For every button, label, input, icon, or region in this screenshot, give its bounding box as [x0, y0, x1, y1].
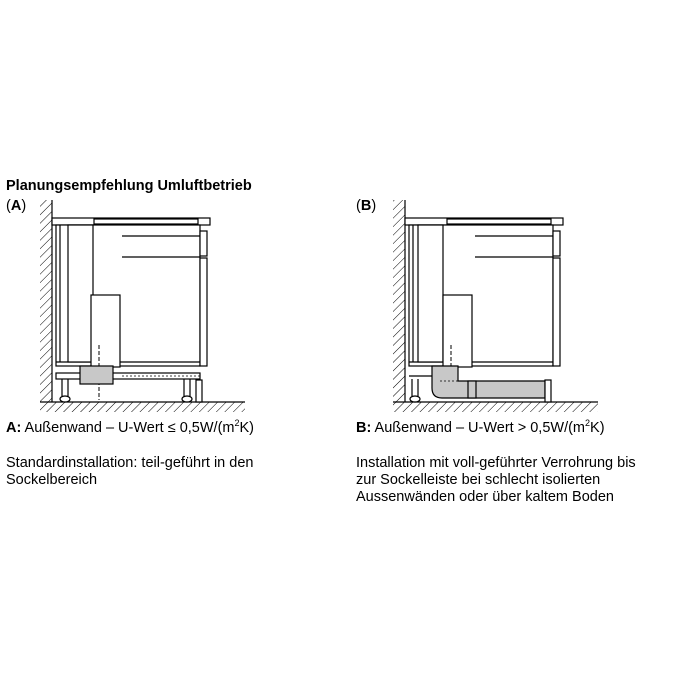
duct-elbow-b — [432, 366, 545, 398]
description-b — [356, 455, 636, 506]
fan-unit-a — [91, 295, 120, 367]
description-a-line: Sockelbereich — [6, 472, 98, 488]
front-upper-a — [200, 231, 207, 256]
panel-b-tag: (B) — [356, 198, 377, 214]
panel-a-tag: (A) — [6, 198, 27, 214]
description-b-line: Installation mit voll-geführter Verrohrung bis — [356, 455, 636, 471]
description-a — [6, 455, 253, 489]
front-lower-b — [553, 258, 560, 366]
description-b-line: Aussenwänden oder über kaltem Boden — [356, 489, 614, 505]
diagram-b — [393, 200, 598, 412]
wall-hatch-b — [393, 200, 405, 402]
rear-duct-a — [68, 225, 93, 362]
front-lower-a — [200, 258, 207, 366]
description-a-line: Standardinstallation: teil-geführt in den — [6, 455, 254, 471]
floor-hatch-a — [40, 402, 245, 412]
rear-duct-b — [418, 225, 443, 362]
hob-b — [447, 219, 551, 224]
fan-unit-b — [443, 295, 472, 367]
plinth-front-b — [545, 380, 551, 402]
caption-a: A: Außenwand – U-Wert ≤ $0,5W/(m^2K)$ — [6, 418, 255, 436]
front-upper-b — [553, 231, 560, 256]
page-title: Planungsempfehlung Umluftbetrieb — [6, 178, 252, 194]
hob-a — [94, 219, 198, 224]
caption-b: B: Außenwand – U-Wert > $0,5W/(m^2K)$ — [356, 418, 605, 436]
duct-coupling-b — [468, 381, 476, 398]
floor-hatch-b — [393, 402, 598, 412]
description-b-line: zur Sockelleiste bei schlecht isolierten — [356, 472, 601, 488]
plinth-front-a — [196, 380, 202, 402]
air-outlet-a — [80, 366, 113, 384]
diagram-a — [40, 200, 245, 412]
wall-hatch-a — [40, 200, 52, 402]
